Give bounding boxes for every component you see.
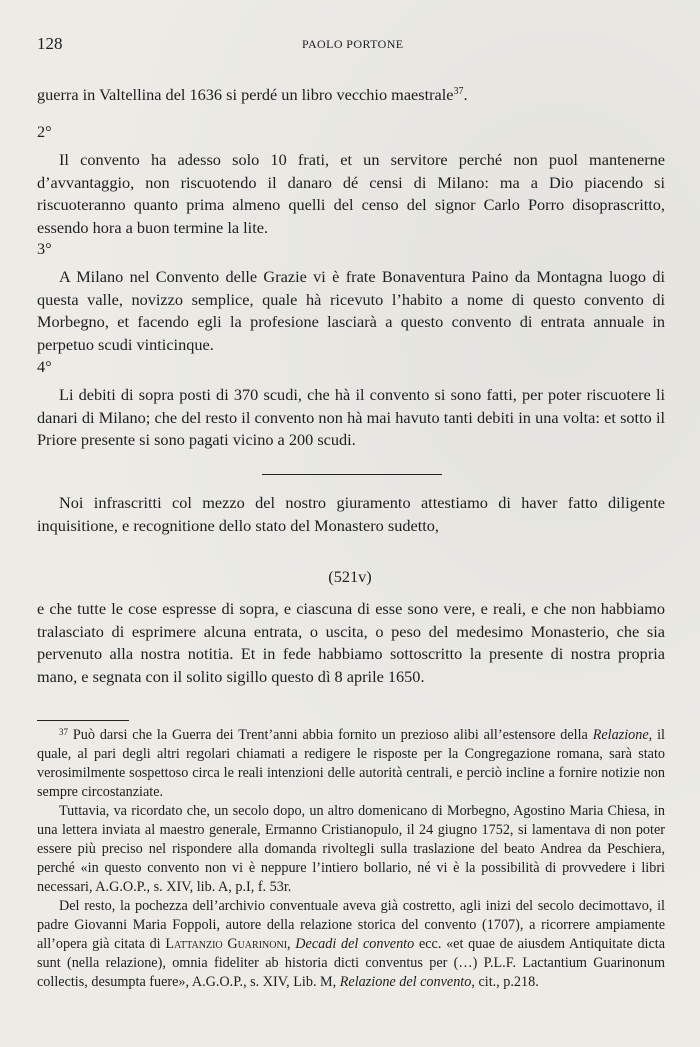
section-2-text: Il convento ha adesso solo 10 frati, et un servitore perché non puol mantenerne d’avvantaggio, non riscuotendo il danaro dé censi di Milano: ma a Dio piacendo si riscuoteranno quanto prima almeno quelli del censo del signor Carlo Porro disoprascritto, essendo hora a buon termine la lite. <box>37 150 665 237</box>
footnote-ref-37: 37 <box>453 86 464 97</box>
footnote-37: $^{37}$ Può darsi che la Guerra dei Trent’anni abbia fornito un prezioso alibi all’estensore della Relazione, il quale, al pari degli altri regolari chiamati a redigere le risposte per la Congregazione romana, sarà stato verosimilmente sospettoso circa le reali intenzioni delle autorità centrali, e perciò incline a fornire notizie non sempre circostanziate. <box>37 727 665 800</box>
section-3-text: A Milano nel Convento delle Grazie vi è frate Bonaventura Paino da Montagna luogo di questa valle, novizzo semplice, quale hà ricevuto l’habito a nome di questo convento di Morbegno, et facendo egli la profesione lasciarà a questo convento di entrata annuale in perpetuo scudi vinticinque. <box>37 267 665 354</box>
footnotes <box>37 726 665 992</box>
section-4-paragraph <box>37 384 665 452</box>
closing-paragraph <box>37 598 665 688</box>
closing-text: e che tutte le cose espresse di sopra, e ciascuna di esse sono vere, e reali, e che non habbiamo tralasciato di esprimere alcuna entrata, o uscita, o peso del medesimo Monasterio, che sia pervenuto alla nostra notitia. Et in fede habbiamo sottoscritto la presente di nostra propria mano, e segnata con il solito sigillo questo dì 8 aprile 1650. <box>37 599 665 686</box>
section-divider <box>262 474 442 475</box>
italic-title: Relazione <box>592 727 649 743</box>
section-number-3: 3° <box>37 239 52 258</box>
footnote-rule <box>37 720 129 721</box>
section-number-4: 4° <box>37 357 52 376</box>
italic-title: Relazione del convento <box>339 974 472 990</box>
folio-marker: (521v) <box>328 567 372 586</box>
section-3-paragraph <box>37 266 665 356</box>
footnote-paragraph-3: Del resto, la pochezza dell’archivio conventuale aveva già costretto, agli inizi del secolo decimottavo, il padre Giovanni Maria Foppoli, autore della relazione storica del convento (1707), a ricorrere ampiamente all’opera già citata di Lattanzio Guarinoni, Decadi del convento ecc. «et quae de aiusdem Antiquitate dicta sunt (nella relazione), omnia fideliter ab historia dicti conventus per (…) P.L.F. Lactantium Guarinonum collectis, desumpta fuere», A.G.O.P., s. XIV, Lib. M, Relazione del convento, cit., p.218. <box>37 898 666 990</box>
attestation-text: Noi infrascritti col mezzo del nostro giuramento attestiamo di haver fatto diligente inquisitione, e recognitione dello stato del Monastero sudetto, <box>37 493 665 535</box>
author-name: Lattanzio Guarinoni <box>165 936 288 952</box>
page-header <box>37 34 663 58</box>
section-number-2: 2° <box>37 122 52 141</box>
italic-title: Decadi del convento <box>295 936 415 952</box>
page-number: 128 <box>37 34 63 53</box>
running-head: PAOLO PORTONE <box>302 37 404 51</box>
para0-text: guerra in Valtellina del 1636 si perdé un libro vecchio maestrale <box>37 85 454 104</box>
footnote-mark: 37 <box>59 727 68 737</box>
paragraph-continuation: guerra in Valtellina del 1636 si perdé un libro vecchio maestrale$^{37}$. <box>37 85 468 104</box>
section-2-paragraph <box>37 149 665 239</box>
footnote-paragraph-2: Tuttavia, va ricordato che, un secolo dopo, un altro domenicano di Morbegno, Agostino Maria Chiesa, in una lettera inviata al maestro generale, Ermanno Cristianopulo, il 24 giugno 1752, si lamentava di non poter essere più preciso nel rispondere alla domanda rivoltegli sulla traslazione del beato Andrea da Peschiera, perché «in questo convento non vi è neppure l’intiero bollario, né vi è la possibilità di provvedere i libri necessari, A.G.O.P., s. XIV, lib. A, p.I, f. 53r. <box>37 803 665 895</box>
attestation-paragraph <box>37 492 665 537</box>
section-4-text: Li debiti di sopra posti di 370 scudi, che hà il convento si sono fatti, per poter riscuotere li danari di Milano; che del resto il convento non hà mai havuto tanti debiti in una volta: et sotto il Priore presente si sono pagati vicino a 200 scudi. <box>37 385 665 449</box>
